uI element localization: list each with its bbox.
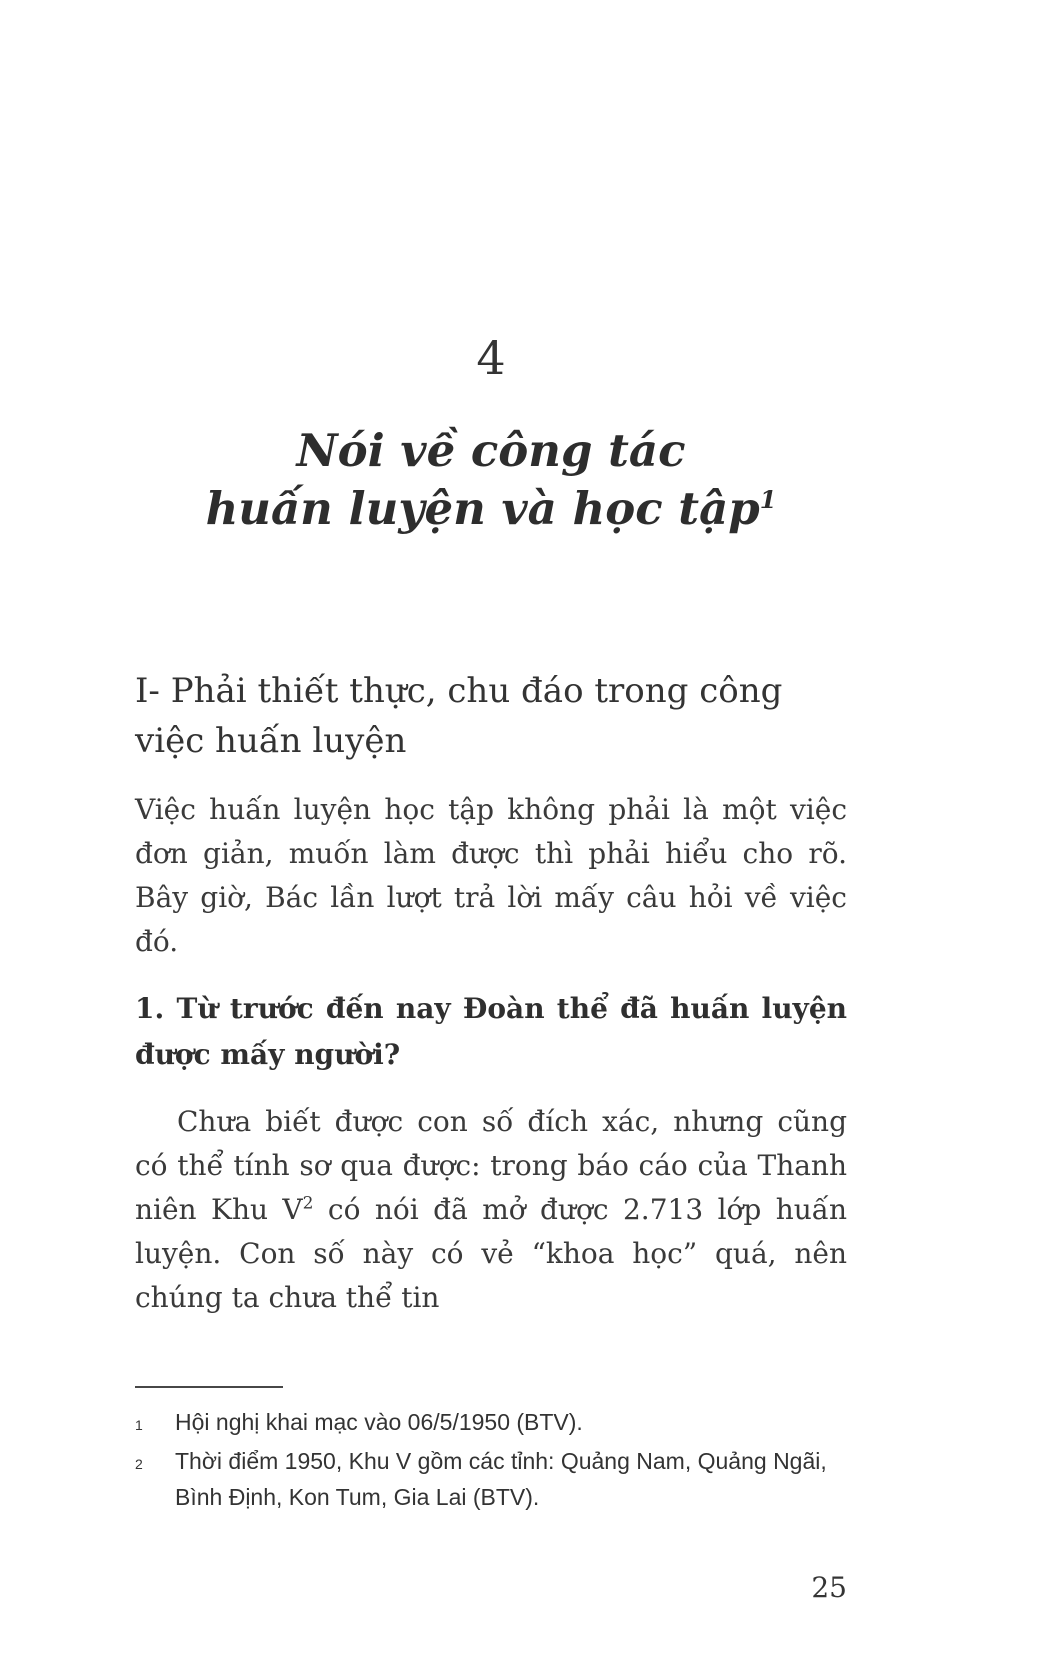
body-paragraph-2-part2: có nói đã mở được 2.713 lớp huấn luyện. Con số này có vẻ “khoa học” quá, nên chúng ta chưa thể tin: [135, 1193, 847, 1314]
body-paragraph-1: Việc huấn luyện học tập không phải là một việc đơn giản, muốn làm được thì phải hiểu cho rõ. Bây giờ, Bác lần lượt trả lời mấy câu hỏi về việc đó.: [135, 793, 847, 958]
section-heading: I- Phải thiết thực, chu đáo trong công việc huấn luyện: [135, 671, 783, 761]
footnotes: [135, 1404, 847, 1515]
chapter-number: 4: [476, 331, 506, 385]
footnote: [135, 1443, 847, 1515]
footnote-marker: 2: [135, 1456, 143, 1472]
body-paragraph-2-part1: Chưa biết được con số đích xác, nhưng cũng có thể tính sơ qua được: trong báo cáo của Thanh niên Khu V: [135, 1105, 847, 1226]
subsection-heading: 1. Từ trước đến nay Đoàn thể đã huấn luyện được mấy người?: [135, 992, 847, 1071]
footnote-text: Thời điểm 1950, Khu V gồm các tỉnh: Quảng Nam, Quảng Ngãi, Bình Định, Kon Tum, Gia Lai (BTV).: [175, 1448, 827, 1510]
footnote-text: Hội nghị khai mạc vào 06/5/1950 (BTV).: [175, 1409, 583, 1435]
footnote-divider: [135, 1386, 283, 1388]
chapter-title-line1: Nói về công tác: [296, 424, 686, 477]
body-paragraph-2: [135, 1100, 847, 1320]
page-content: [135, 0, 847, 1604]
footnote: [135, 1404, 847, 1443]
chapter-title-line2: huấn luyện và học tập: [205, 482, 760, 535]
page-number: 25: [811, 1571, 847, 1604]
chapter-title: [135, 422, 847, 538]
footnote-marker: 1: [135, 1417, 143, 1433]
title-footnote-ref: 1: [759, 485, 777, 514]
footnote-ref-2: 2: [302, 1193, 314, 1214]
